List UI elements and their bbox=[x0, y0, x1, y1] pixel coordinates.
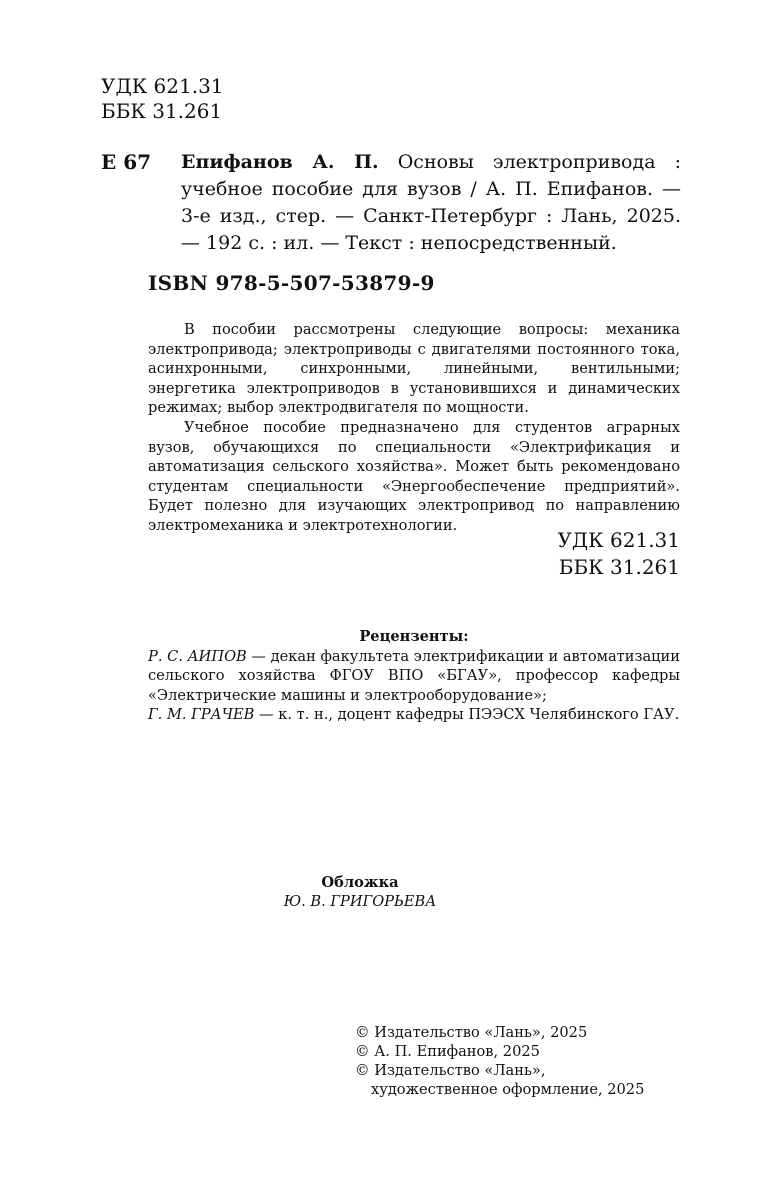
copyright-block bbox=[355, 1023, 685, 1099]
bbk-code: ББК 31.261 bbox=[558, 555, 680, 579]
bibliographic-description bbox=[181, 149, 681, 257]
book-description: Основы электропривода : учебное пособие для вузов / А. П. Епифанов. — 3-е изд., стер. — Санкт-Петербург : Лань, 2025. — 192 с. : ил. — Текст : непосредственный. bbox=[181, 151, 681, 254]
classification-footer bbox=[557, 527, 680, 581]
reviewer-name: Г. М. ГРАЧЕВ bbox=[148, 706, 255, 723]
reviewers-title: Рецензенты: bbox=[359, 628, 469, 645]
udk-code: УДК 621.31 bbox=[557, 528, 680, 552]
reviewer-description: — к. т. н., доцент кафедры ПЭЭСХ Челябинского ГАУ. bbox=[254, 706, 680, 723]
cover-designer-name: Ю. В. ГРИГОРЬЕВА bbox=[283, 893, 437, 910]
reviewer-name: Р. С. АИПОВ bbox=[148, 647, 247, 665]
bbk-code: ББК 31.261 bbox=[101, 99, 223, 123]
annotation-paragraph: В пособии рассмотрены следующие вопросы: механика электропривода; электроприводы с двигателями постоянного тока, асинхронными, синхронными, линейными, вентильными; энергетика электроприводов в установившихся и динамических режимах; выбор электродвигателя по мощности. bbox=[148, 321, 680, 417]
cover-credit bbox=[148, 873, 680, 911]
udk-code: УДК 621.31 bbox=[101, 74, 224, 98]
classification-header bbox=[101, 74, 224, 124]
bibliographic-record bbox=[101, 149, 681, 257]
reviewer-description: — декан факультета электрификации и автоматизации сельского хозяйства ФГОУ ВПО «БГАУ», профессор кафедры «Электрические машины и электрооборудование»; bbox=[148, 647, 680, 704]
author-name: Епифанов А. П. bbox=[181, 151, 379, 173]
annotation bbox=[148, 320, 680, 536]
reviewer-entry bbox=[148, 705, 680, 725]
annotation-paragraph: Учебное пособие предназначено для студентов аграрных вузов, обучающихся по специальности «Электрификация и автоматизация сельского хозяйства». Может быть рекомендовано студентам специальности «Энергообеспечение предприятий». Будет полезно для изучающих электропривод по направлению электромеханика и электротехнологии. bbox=[148, 418, 680, 534]
reviewer-entry bbox=[148, 647, 680, 706]
isbn: ISBN 978-5-507-53879-9 bbox=[148, 271, 435, 295]
copyright-line: художественное оформление, 2025 bbox=[371, 1081, 645, 1098]
reviewers-block bbox=[148, 627, 680, 725]
author-sign: Е 67 bbox=[101, 150, 152, 174]
cover-credit-title: Обложка bbox=[321, 874, 399, 891]
copyright-line: © Издательство «Лань», 2025 bbox=[355, 1024, 588, 1041]
copyright-line: © Издательство «Лань», bbox=[355, 1062, 546, 1079]
copyright-line: © А. П. Епифанов, 2025 bbox=[355, 1043, 540, 1060]
